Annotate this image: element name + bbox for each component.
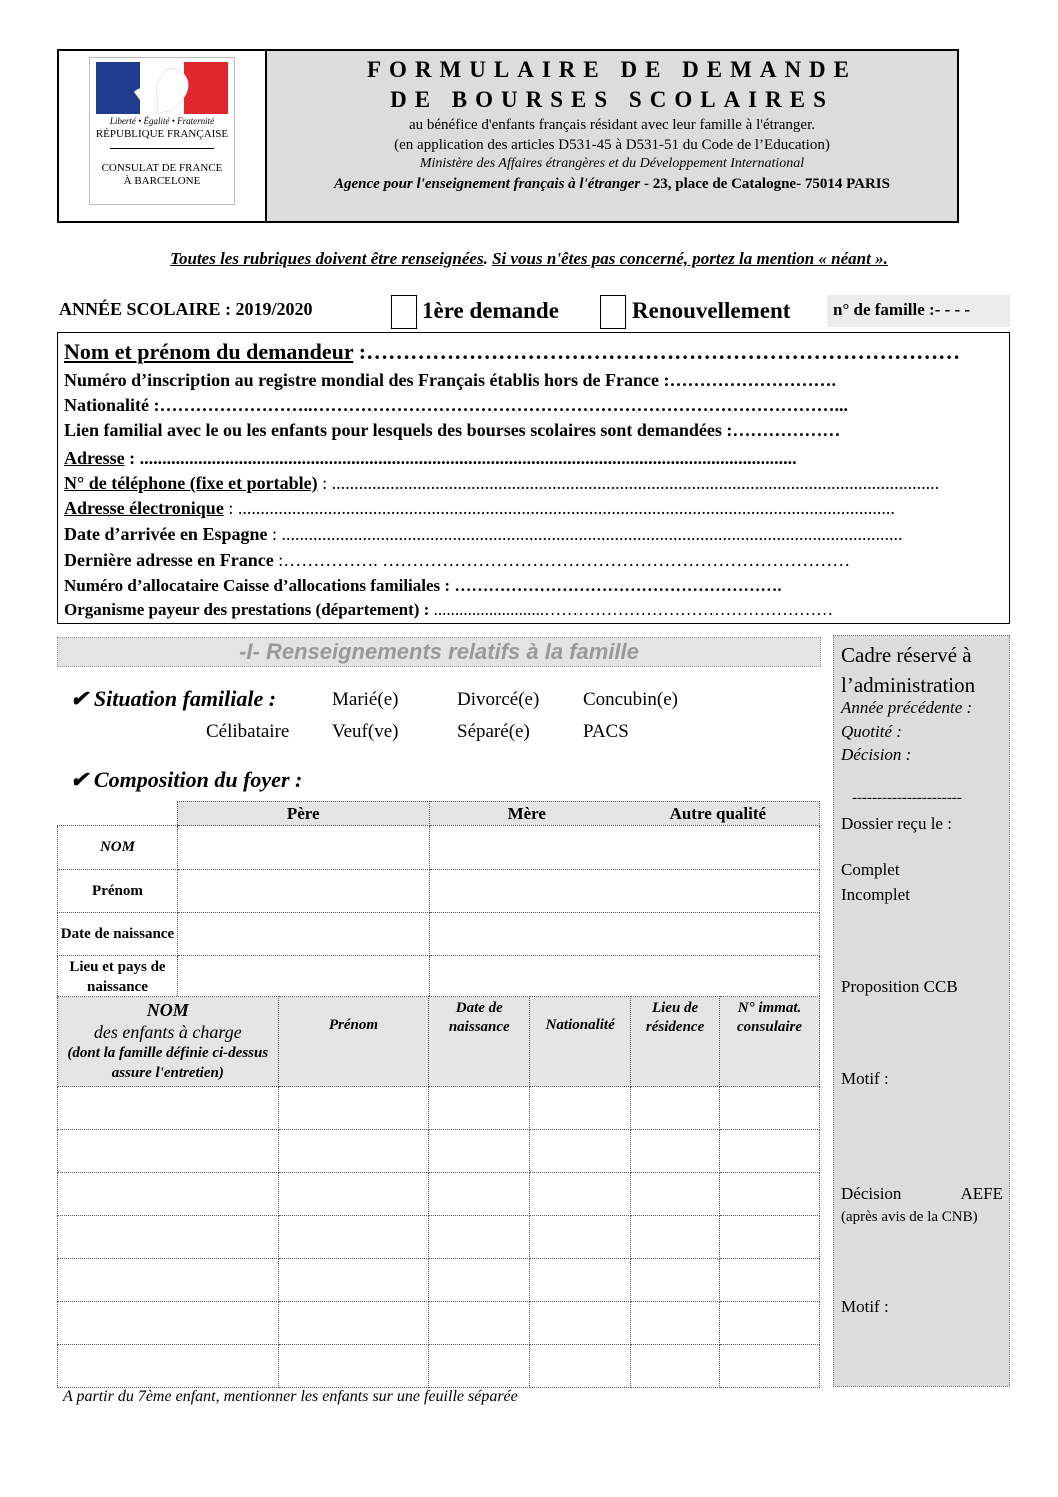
form-header	[57, 49, 959, 223]
child-cell[interactable]	[278, 1130, 429, 1173]
child-cell[interactable]	[530, 1087, 631, 1130]
header-father: Père	[177, 802, 429, 826]
header-child-residence: Lieu de résidence	[631, 997, 720, 1087]
admin-title: Cadre réservé à l’administration	[841, 643, 976, 697]
email-dots: : ..................................................................................................................................................	[223, 498, 895, 518]
payer-label: Organisme payeur des prestations (département) :	[64, 600, 430, 619]
parents-row-nom	[58, 826, 820, 870]
admin-complete: Complet	[841, 860, 900, 879]
admin-received: Dossier reçu le :	[841, 814, 952, 833]
option-pacs[interactable]: PACS	[583, 721, 629, 742]
phone-line[interactable]	[64, 473, 989, 494]
title-cell	[267, 51, 957, 221]
header-child-name	[58, 997, 279, 1087]
admin-quotite: Quotité :	[841, 722, 902, 741]
child-cell[interactable]	[58, 1173, 279, 1216]
caf-line[interactable]: Numéro d’allocataire Caisse d’allocations familiales : ………………………………………………….	[64, 576, 782, 595]
notice-part1: Toutes les rubriques doivent être renseignées	[170, 249, 484, 268]
child-cell[interactable]	[530, 1345, 631, 1388]
republic-label: RÉPUBLIQUE FRANÇAISE	[95, 128, 229, 140]
registry-line[interactable]: Numéro d’inscription au registre mondial des Français établis hors de France :……………………….	[64, 370, 836, 390]
email-line[interactable]	[64, 498, 989, 519]
child-cell[interactable]	[58, 1259, 279, 1302]
child-row	[58, 1087, 820, 1130]
logo-divider	[110, 148, 214, 149]
child-cell[interactable]	[58, 1345, 279, 1388]
child-cell[interactable]	[530, 1259, 631, 1302]
father-birthdate-cell[interactable]	[177, 913, 429, 956]
child-row	[58, 1345, 820, 1388]
header-child-birthdate: Date de naissance	[429, 997, 530, 1087]
option-married[interactable]: Marié(e)	[332, 689, 399, 710]
applicant-name-line[interactable]	[64, 339, 960, 365]
phone-dots: : .......................................................................................................................................	[317, 473, 940, 493]
child-row	[58, 1302, 820, 1345]
father-nom-cell[interactable]	[177, 826, 429, 870]
child-cell[interactable]	[278, 1216, 429, 1259]
child-cell[interactable]	[631, 1087, 720, 1130]
renewal-checkbox[interactable]	[600, 295, 626, 329]
child-row	[58, 1130, 820, 1173]
school-year: ANNÉE SCOLAIRE : 2019/2020	[59, 299, 313, 319]
footnote: A partir du 7ème enfant, mentionner les enfants sur une feuille séparée	[63, 1388, 518, 1405]
family-number: n° de famille :- - - -	[833, 300, 971, 319]
subtitle-2: (en application des articles D531-45 à D531-51 du Code de l’Education)	[394, 137, 830, 153]
arrival-line[interactable]	[64, 524, 989, 545]
header-child-nationality: Nationalité	[530, 997, 631, 1087]
child-cell[interactable]	[720, 1173, 820, 1216]
form-title-line1: FORMULAIRE DE DEMANDE	[367, 57, 857, 82]
option-cohabiting[interactable]: Concubin(e)	[583, 689, 678, 710]
admin-motif-1: Motif :	[841, 1069, 889, 1088]
child-cell[interactable]	[278, 1087, 429, 1130]
logo-cell	[59, 51, 267, 221]
form-title-line2: DE BOURSES SCOLAIRES	[390, 87, 834, 112]
last-address-dots: :……………. ……………………………………………………………………	[273, 550, 851, 570]
child-name-sub: des enfants à charge	[93, 1022, 242, 1042]
agency-name: Agence pour l'enseignement français à l'étranger	[334, 176, 641, 192]
child-cell[interactable]	[631, 1259, 720, 1302]
child-cell[interactable]	[530, 1302, 631, 1345]
address-label: Adresse	[64, 448, 125, 468]
header-child-consular-number: N° immat. consulaire	[720, 997, 820, 1087]
parents-row-birthplace	[58, 956, 820, 998]
consulate-line2: À BARCELONE	[123, 175, 201, 187]
child-cell[interactable]	[429, 1173, 530, 1216]
header-other: Autre qualité	[669, 804, 767, 823]
family-number-box	[827, 295, 1010, 327]
child-cell[interactable]	[720, 1216, 820, 1259]
child-row	[58, 1259, 820, 1302]
child-cell[interactable]	[631, 1345, 720, 1388]
motto: Liberté • Égalité • Fraternité	[109, 116, 215, 126]
child-cell[interactable]	[720, 1087, 820, 1130]
child-cell[interactable]	[429, 1130, 530, 1173]
child-name-main: NOM	[146, 1000, 189, 1020]
applicant-name-dots: :………………………………………………………………………	[353, 339, 961, 364]
father-birthplace-cell[interactable]	[177, 956, 429, 998]
child-cell[interactable]	[720, 1302, 820, 1345]
father-prenom-cell[interactable]	[177, 870, 429, 913]
renewal-label: Renouvellement	[632, 298, 791, 323]
admin-separator: ----------------------	[852, 790, 962, 806]
child-name-note: (dont la famille définie ci-dessus assure l'entretien)	[67, 1045, 269, 1081]
option-divorced[interactable]: Divorcé(e)	[457, 689, 540, 710]
child-cell[interactable]	[278, 1259, 429, 1302]
child-cell[interactable]	[631, 1130, 720, 1173]
first-request-checkbox[interactable]	[391, 295, 417, 329]
admin-decision: Décision :	[841, 745, 912, 764]
payer-dots: ..........................……………………………………………	[429, 600, 834, 619]
marianne-flag-icon	[96, 62, 228, 114]
republique-francaise-logo	[89, 57, 235, 205]
child-row	[58, 1216, 820, 1259]
child-row	[58, 1173, 820, 1216]
notice-part2: Si vous n'êtes pas concerné, portez la mention « néant ».	[492, 249, 888, 268]
header-mother: Mère	[507, 804, 546, 823]
admin-aefe-decision: Décision AEFE	[841, 1184, 1003, 1203]
children-table	[57, 996, 820, 1388]
admin-incomplete: Incomplet	[841, 885, 910, 904]
child-cell[interactable]	[720, 1259, 820, 1302]
child-cell[interactable]	[429, 1345, 530, 1388]
situation-label: ✔ Situation familiale :	[70, 686, 277, 711]
child-cell[interactable]	[631, 1216, 720, 1259]
header-child-firstname: Prénom	[278, 997, 429, 1087]
section-title-family: -I- Renseignements relatifs à la famille	[57, 637, 821, 667]
composition-label: ✔ Composition du foyer :	[70, 767, 303, 792]
parents-row-birthdate	[58, 913, 820, 956]
row-label-birthplace: Lieu et pays de naissance	[58, 956, 178, 998]
child-cell[interactable]	[278, 1173, 429, 1216]
applicant-name-label: Nom et prénom du demandeur	[64, 339, 354, 364]
year-row	[57, 295, 1010, 331]
email-label: Adresse électronique	[64, 498, 224, 518]
child-cell[interactable]	[58, 1302, 279, 1345]
address-dots: : ..................................................................................................................................................	[124, 448, 797, 468]
child-cell[interactable]	[631, 1302, 720, 1345]
admin-reserved-box	[833, 635, 1010, 1387]
consulate-line1: CONSULAT DE FRANCE	[101, 162, 223, 174]
parents-table	[57, 801, 820, 998]
child-cell[interactable]	[429, 1302, 530, 1345]
first-request-label: 1ère demande	[422, 298, 559, 323]
option-single[interactable]: Célibataire	[206, 721, 290, 742]
option-widowed[interactable]: Veuf(ve)	[332, 721, 399, 742]
subtitle-1: au bénéfice d'enfants français résidant avec leur famille à l'étranger.	[408, 117, 816, 133]
agency-address: - 23, place de Catalogne- 75014 PARIS	[640, 176, 890, 192]
option-separated[interactable]: Séparé(e)	[457, 721, 530, 742]
admin-aefe-note: (après avis de la CNB)	[841, 1209, 978, 1225]
admin-prev-year: Année précédente :	[841, 698, 973, 717]
payer-line[interactable]	[64, 600, 989, 620]
mother-nom-cell[interactable]	[429, 826, 819, 870]
child-cell[interactable]	[530, 1173, 631, 1216]
child-cell[interactable]	[429, 1087, 530, 1130]
applicant-section	[57, 332, 1010, 624]
children-header-row	[58, 997, 820, 1087]
child-cell[interactable]	[720, 1345, 820, 1388]
child-cell[interactable]	[278, 1345, 429, 1388]
parents-row-prenom	[58, 870, 820, 913]
child-cell[interactable]	[58, 1087, 279, 1130]
arrival-label: Date d’arrivée en Espagne	[64, 524, 268, 544]
agency-line	[267, 173, 957, 195]
child-cell[interactable]	[530, 1216, 631, 1259]
mother-birthplace-cell[interactable]	[429, 956, 819, 998]
child-cell[interactable]	[429, 1259, 530, 1302]
child-cell[interactable]	[278, 1302, 429, 1345]
child-cell[interactable]	[720, 1130, 820, 1173]
child-cell[interactable]	[530, 1130, 631, 1173]
relation-line[interactable]: Lien familial avec le ou les enfants pour lesquels des bourses scolaires sont demandées :………………	[64, 420, 841, 440]
last-address-line[interactable]	[64, 550, 989, 571]
row-label-nom: NOM	[58, 826, 178, 870]
row-label-birthdate: Date de naissance	[58, 913, 178, 956]
mother-prenom-cell[interactable]	[429, 870, 819, 913]
parents-header-row	[58, 802, 820, 826]
admin-ccb: Proposition CCB	[841, 977, 958, 996]
instructions-notice: Toutes les rubriques doivent être renseignées. Si vous n'êtes pas concerné, portez la mention « néant ».	[170, 249, 888, 268]
header-mother-other	[429, 802, 819, 826]
arrival-dots: : ..........................................................................................................................................	[267, 524, 903, 544]
mother-birthdate-cell[interactable]	[429, 913, 819, 956]
child-cell[interactable]	[58, 1130, 279, 1173]
child-cell[interactable]	[58, 1216, 279, 1259]
ministry: Ministère des Affaires étrangères et du Développement International	[419, 156, 805, 171]
child-cell[interactable]	[429, 1216, 530, 1259]
nationality-line[interactable]: Nationalité :……………………..……………………………………………………………………………...	[64, 395, 848, 415]
row-label-prenom: Prénom	[58, 870, 178, 913]
parents-corner	[58, 802, 178, 826]
address-line[interactable]	[64, 448, 989, 469]
last-address-label: Dernière adresse en France	[64, 550, 274, 570]
phone-label: N° de téléphone (fixe et portable)	[64, 473, 318, 493]
child-cell[interactable]	[631, 1173, 720, 1216]
admin-motif-2: Motif :	[841, 1297, 889, 1316]
